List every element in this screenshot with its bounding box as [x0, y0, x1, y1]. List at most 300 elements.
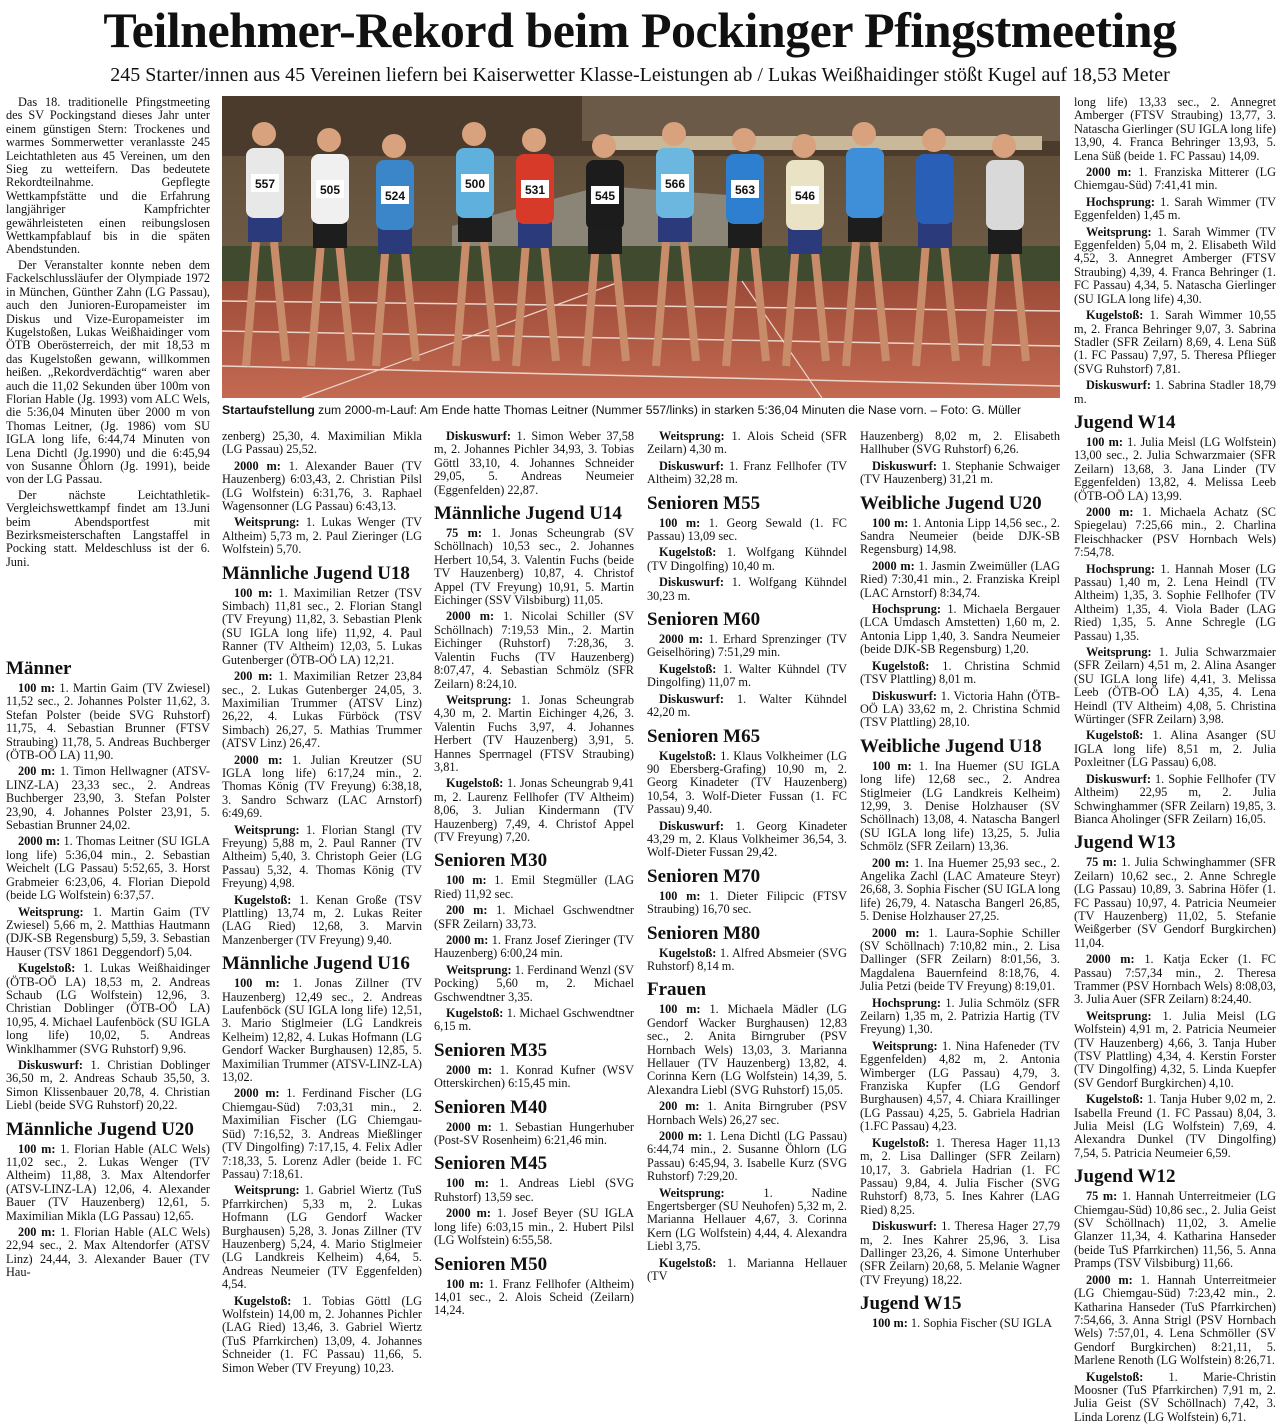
- result-text: 1. Anita Birngruber (PSV Hornbach Wels) 26,27 sec.: [647, 1099, 847, 1127]
- result-text: 1. Ina Huemer 25,93 sec., 2. Angelika Zachl (LAC Amateure Steyr) 26,68, 3. Sophia Fischer (SU IGLA long life) 26,79, 4. Natascha Bangerl 26,85, 5. Denise Holzhauser 27,25.: [860, 855, 1061, 924]
- result-continuation: Hauzenberg) 8,02 m, 2. Elisabeth Hallhuber (SVG Ruhstorf) 6,26.: [860, 429, 1060, 457]
- result-text: 1. Walter Kühndel 42,20 m.: [647, 691, 847, 720]
- result-text: 1. Marianna Hellauer (TV: [647, 1255, 847, 1284]
- runner-head: [317, 128, 341, 152]
- result-text: 1. Georg Sewald (1. FC Passau) 13,09 sec.: [647, 515, 847, 544]
- event-label: Weitsprung:: [234, 515, 300, 530]
- event-label: 200 m:: [446, 903, 488, 918]
- result-text: 1. Franz Fellhofer (TV Altheim) 32,28 m.: [647, 458, 847, 487]
- result-text: 1. Theresa Hager 11,13 m, 2. Lisa Dallinger (SFR Zeilarn) 10,17, 3. Gabriela Hadrian (1. FC Passau) 9,84, 4. Julia Fischer (SVG Ruhstorf) 8,73, 5. Ines Kahrer (LAG Ried) 8,25.: [860, 1135, 1060, 1217]
- result-text: 1. Josef Beyer (SU IGLA long life) 6:03,15 min., 2. Hubert Pilsl (LG Wolfstein) 6:55,58.: [434, 1206, 634, 1248]
- result-entry: [222, 1295, 422, 1375]
- runner-shirt: [846, 148, 884, 218]
- result-entry: [222, 516, 422, 556]
- result-entry: [6, 962, 210, 1056]
- result-text: 1. Lukas Weißhaidinger (ÖTB-OÖ LA) 18,53 m, 2. Andreas Schaub (LG Wolfstein) 12,96, 3. Christian Doblinger (ÖTB-OÖ LA) 10,95, 4. Michael Laufenböck (SU IGLA long life) 10,02, 5. Andreas Winklhammer (SVG Ruhstorf) 9,96.: [6, 961, 210, 1056]
- result-entry: [647, 820, 847, 860]
- result-text: 1. Jonas Scheungrab 4,30 m, 2. Martin Eichinger 4,26, 3. Valentin Fuchs 3,97, 4. Johannes Herbert (TV Hauzenberg) 3,91, 5. Hannes Sperrnagel (FTSV Straubing) 3,81.: [434, 692, 634, 774]
- event-label: 100 m:: [1086, 434, 1123, 449]
- category-heading: Senioren M50: [434, 1253, 548, 1275]
- result-entry: [647, 460, 847, 487]
- result-entry: [860, 927, 1060, 994]
- category-heading: Senioren M65: [647, 725, 761, 747]
- event-label: Kugelstoß:: [1086, 728, 1144, 743]
- event-label: Diskuswurf:: [659, 691, 724, 706]
- result-text: 1. Nina Hafeneder (TV Eggenfelden) 4,82 m, 2. Antonia Wimberger (LG Passau) 4,79, 3. Franziska Kupfer (LG Gendorf Burghausen) 4,57, 4. Chiara Kraillinger (LG Passau) 4,25, 5. Gabriela Hadrian (1.FC Passau) 4,23.: [860, 1038, 1060, 1134]
- event-label: Weitsprung:: [234, 1183, 300, 1198]
- event-label: 2000 m:: [446, 1062, 493, 1077]
- event-label: 75 m:: [1086, 1189, 1118, 1204]
- result-entry: [1074, 773, 1276, 827]
- event-label: Diskuswurf:: [1086, 771, 1151, 786]
- result-text: 1. Franz Josef Zieringer (TV Hauzenberg) 6:00,24 min.: [434, 933, 634, 961]
- result-entry: [6, 682, 210, 762]
- intro-column: [6, 96, 210, 646]
- category-heading: Senioren M70: [647, 865, 761, 887]
- result-text: 1. Victoria Hahn (ÖTB-OÖ LA) 33,62 m, 2. Christina Schmid (TSV Plattling) 28,10.: [860, 688, 1060, 730]
- result-text: 1. Julia Schwarzmaier (SFR Zeilarn) 4,51 m, 2. Alina Asanger (SU IGLA long life) 4,41, 3. Melissa Leeb (ÖTB-OÖ LA) 4,35, 4. Lena Heindl (TV Altheim) 4,08, 5. Christina Würtinger (SFR Zeilarn) 3,98.: [1074, 645, 1276, 727]
- event-label: 100 m:: [18, 1141, 56, 1156]
- result-entry: [222, 1087, 422, 1181]
- result-text: 1. Wolfgang Kühndel (TV Dingolfing) 10,40 m.: [647, 545, 847, 573]
- result-text: 1. Ferdinand Wenzl (SV Pocking) 5,60 m, 2. Michael Gschwendtner 3,35.: [434, 962, 634, 1004]
- result-entry: [1074, 856, 1276, 950]
- event-label: Kugelstoß:: [18, 961, 76, 976]
- bib-number: 546: [794, 189, 816, 203]
- result-text: 1. Andreas Liebl (SVG Ruhstorf) 13,59 sec.: [434, 1176, 634, 1204]
- result-entry: [860, 857, 1060, 924]
- result-text: 1. Hannah Unterreitmeier (LG Chiemgau-Süd) 10,86 sec., 2. Julia Geist (SV Schöllnach) 11,02, 3. Amelie Glanzer 11,34, 4. Katharina Hanseder (beide TuS Pfarrkirchen) 11,56, 5. Anna Pramps (TSV Vilsbiburg) 11,66.: [1074, 1189, 1276, 1271]
- result-text: 1. Julia Meisl (LG Wolfstein) 13,00 sec., 2. Julia Schwarzmaier (SFR Zeilarn) 13,68, 3. Jana Linder (TV Eggenfelden) 13,82, 4. Melissa Leeb (ÖTB-OÖ LA) 13,99.: [1074, 434, 1276, 503]
- result-entry: [860, 760, 1060, 854]
- event-label: Kugelstoß:: [1086, 1092, 1144, 1107]
- event-label: 200 m:: [234, 669, 273, 684]
- category-heading: Frauen: [647, 979, 707, 1001]
- result-entry: [647, 750, 847, 817]
- result-text: 1. Walter Kühndel (TV Dingolfing) 11,07 m.: [647, 661, 847, 690]
- result-entry: [647, 1003, 847, 1097]
- result-text: 1. Julia Schmölz (SFR Zeilarn) 1,35 m, 2. Patrizia Hartig (TV Freyung) 1,30.: [860, 995, 1060, 1037]
- result-text: 1. Christina Schmid (TSV Plattling) 8,01 m.: [860, 658, 1060, 687]
- result-entry: [222, 754, 422, 821]
- event-label: Hochsprung:: [1086, 561, 1156, 576]
- result-continuation: long life) 13,33 sec., 2. Annegret Amberger (FTSV Straubing) 13,77, 3. Natascha Gierlinger (SU IGLA long life) 13,90, 4. Franca Behringer 13,93, 5. Lena Süß (beide 1. FC Passau) 14,09.: [1074, 95, 1276, 163]
- result-entry: [6, 835, 210, 902]
- result-entry: [1074, 563, 1276, 643]
- result-text: 1. Sarah Wimmer (TV Eggenfelden) 5,04 m, 2. Elisabeth Wild 4,52, 3. Annegret Amberger (FTSV Straubing) 4,39, 4. Franca Behringer (1. FC Passau) 4,34, 5. Natascha Gierlinger (SU IGLA long life) 4,30.: [1074, 224, 1276, 306]
- category-heading: Senioren M80: [647, 922, 761, 944]
- result-text: 1. Alexander Bauer (TV Hauzenberg) 6:03,43, 2. Christian Pilsl (LG Wolfstein) 6:31,76, 3. Raphael Wagensonner (LG Passau) 6:43,13.: [222, 458, 422, 514]
- result-text: 1. Martin Gaim (TV Zwiesel) 11,52 sec., 2. Johannes Polster 11,62, 3. Stefan Polster (beide SVG Ruhstorf) 11,75, 4. Sebastian Brunner (FTSV Straubing) 11,78, 5. Andreas Buchberger (ÖTB-OÖ LA) 11,90.: [6, 681, 211, 763]
- result-entry: [434, 874, 634, 901]
- result-text: 1. Florian Hable (ALC Wels) 11,02 sec., 2. Lukas Wenger (TV Altheim) 11,88, 3. Max Altendorfer (ATSV-LINZ-LA) 12,06, 4. Alexander Bauer (TV Hauzenberg) 12,61, 5. Maximilian Mikla (LG Passau) 12,65.: [6, 1141, 210, 1223]
- category-heading: Jugend W13: [1074, 832, 1176, 854]
- result-text: 1. Martin Gaim (TV Zwiesel) 5,66 m, 2. Matthias Hautmann (DJK-SB Regensburg) 5,59, 3. Sebastian Hauser (TSV 1861 Deggendorf) 5,04.: [6, 904, 210, 959]
- result-entry: [860, 660, 1060, 687]
- result-text: 1. Michael Gschwendtner (SFR Zeilarn) 33,73.: [434, 903, 634, 931]
- race-start-photo: [222, 96, 1060, 398]
- runner-shorts: [588, 228, 622, 254]
- result-entry: [860, 560, 1060, 600]
- result-text: 1. Alina Asanger (SU IGLA long life) 8,51 m, 2. Julia Poxleitner (LG Passau) 6,08.: [1074, 728, 1276, 770]
- event-label: 100 m:: [872, 515, 909, 530]
- results-column-4: [647, 429, 848, 1284]
- result-entry: [647, 633, 847, 660]
- result-text: 1. Georg Kinadeter 43,29 m, 2. Klaus Volkheimer 36,54, 3. Wolf-Dieter Fussan 29,42.: [647, 818, 847, 860]
- result-entry: [222, 430, 422, 457]
- result-text: 1. Emil Stegmüller (LAG Ried) 11,92 sec.: [434, 873, 635, 901]
- result-entry: [434, 1177, 634, 1204]
- result-entry: [860, 1137, 1060, 1217]
- event-label: Diskuswurf:: [1086, 378, 1151, 393]
- event-label: Kugelstoß:: [659, 1255, 717, 1270]
- result-entry: [647, 546, 847, 573]
- runner-head: [922, 128, 946, 152]
- category-heading: Senioren M60: [647, 609, 761, 631]
- result-text: 1. Jasmin Zweimüller (LAG Ried) 7:30,41 min., 2. Franziska Kreipl (LAC Arnstorf) 8:34,74.: [860, 558, 1060, 600]
- result-entry: [434, 777, 634, 844]
- caption-text: zum 2000-m-Lauf: Am Ende hatte Thomas Leitner (Nummer 557/links) in starken 5:36,04 Minuten die Nase vorn. – Foto: G. Müller: [314, 403, 1022, 417]
- result-entry: [860, 603, 1060, 657]
- result-entry: [1074, 96, 1276, 163]
- event-label: Weitsprung:: [872, 1038, 938, 1053]
- bib-number: 566: [664, 177, 686, 191]
- runner-shorts: [658, 216, 692, 242]
- result-entry: [6, 765, 210, 832]
- result-text: 1. Simon Weber 37,58 m, 2. Johannes Pichler 34,93, 3. Tobias Göttl 33,10, 4. Johannes Schneider 29,05, 5. Andreas Neumeier (Eggenfelden) 22,87.: [434, 429, 634, 497]
- bib-number: 500: [464, 177, 486, 191]
- result-entry: [860, 517, 1060, 557]
- event-label: Weitsprung:: [1086, 645, 1152, 660]
- bib-number: 505: [319, 183, 341, 197]
- event-label: 100 m:: [446, 1276, 484, 1291]
- result-entry: [647, 430, 847, 457]
- result-entry: [1074, 953, 1276, 1007]
- event-label: 75 m:: [1086, 855, 1117, 870]
- event-label: 100 m:: [234, 976, 280, 991]
- event-label: Kugelstoß:: [659, 661, 717, 676]
- headline: Teilnehmer-Rekord beim Pockinger Pfingstmeeting: [103, 2, 1177, 58]
- result-entry: [1074, 1010, 1276, 1090]
- event-label: Weitsprung:: [234, 822, 300, 837]
- result-text: 1. Christian Doblinger 36,50 m, 2. Andreas Schaub 35,50, 3. Simon Klissenbauer 20,78, 4. Christian Liebl (beide SVG Ruhstorf) 20,22.: [6, 1057, 210, 1113]
- runner-head: [852, 122, 876, 146]
- event-label: 200 m:: [872, 855, 910, 870]
- result-text: 1. Klaus Volkheimer (LG 90 Ebersberg-Grafing) 10,90 m, 2. Georg Kinadeter (TV Hauzenberg) 10,54, 3. Wolf-Dieter Fussan (1. FC Passau) 9,40.: [647, 748, 847, 817]
- result-entry: [860, 430, 1060, 457]
- bib-number: 563: [734, 183, 756, 197]
- result-text: 1. Dieter Filipcic (FTSV Straubing) 16,70 sec.: [647, 888, 848, 917]
- event-label: Kugelstoß:: [659, 748, 717, 763]
- result-text: 1. Sarah Wimmer (TV Eggenfelden) 1,45 m.: [1074, 194, 1276, 223]
- result-entry: [434, 1121, 634, 1148]
- result-text: 1. Hannah Unterreitmeier (LG Chiemgau-Süd) 7:23,42 min., 2. Katharina Hanseder (TuS Pfarrkirchen) 7:54,66, 3. Anna Strigl (PSV Hornbach Wels) 7:57,01, 4. Lena Schmöller (SV Gendorf Burgkirchen) 8:21,11, 5. Marlene Renoth (LG Wolfstein) 8:26,71.: [1074, 1272, 1276, 1368]
- result-text: 1. Lena Dichtl (LG Passau) 6:44,74 min., 2. Susanne Öhlorn (LG Passau) 6:45,94, 3. Isabelle Kurz (SVG Ruhstorf) 7:29,20.: [647, 1129, 847, 1184]
- event-label: 2000 m:: [1086, 165, 1132, 180]
- event-label: Weitsprung:: [659, 1185, 725, 1200]
- result-text: 1. Maximilian Retzer 23,84 sec., 2. Lukas Gutenberger 24,05, 3. Maximilian Trummer (ATSV Linz) 26,22, 4. Lukas Fürböck (TSV Simbach) 26,27, 5. Mathias Trummer (ATSV Linz) 26,47.: [222, 669, 423, 751]
- result-entry: [222, 1184, 422, 1291]
- result-text: 1. Jonas Scheungrab (SV Schöllnach) 10,53 sec., 2. Johannes Herbert 10,54, 3. Valentin Fuchs (beide TV Hauzenberg) 10,87, 4. Christof Appel (TV Freyung) 10,91, 5. Martin Eichinger (SSV Vilsbiburg) 11,05.: [434, 526, 634, 608]
- result-text: 1. Sebastian Hungerhuber (Post-SV Rosenheim) 6:21,46 min.: [434, 1119, 634, 1148]
- result-text: 1. Sarah Wimmer 10,55 m, 2. Franca Behringer 9,07, 3. Sabrina Stadler (SFR Zeilarn) 8,69, 4. Lena Süß (1. FC Passau) 7,97, 5. Theresa Pflieger (SVG Ruhstorf) 7,81.: [1074, 308, 1276, 376]
- intro-paragraph: Das 18. traditionelle Pfingstmeeting des SV Pockingstand dieses Jahr unter einem günstigen Stern: Trockenes und warmes Sommerwetter veranlasste 245 Leichtathleten aus 45 Vereinen, um den Sieg zu wetteifern. Das bedeutete Rekordteilnahme. Gepflegte Wettkampfstätte und die Erfahrung langjähriger Kampfrichter gewährleisteten einen reibungslosen Wettkampfablauf bis in die späten Abendstunden.: [6, 95, 210, 257]
- result-entry: [1074, 1371, 1276, 1424]
- result-text: 1. Marie-Christin Moosner (TuS Pfarrkirchen) 7,91 m, 2. Julia Geist (SV Schöllnach) 7,42, 3. Linda Lorenz (LG Wolfstein) 6,71.: [1074, 1369, 1276, 1424]
- result-text: 1. Stephanie Schwaiger (TV Hauzenberg) 31,21 m.: [860, 458, 1060, 487]
- result-entry: [647, 517, 847, 544]
- event-label: 100 m:: [234, 585, 273, 600]
- event-label: 2000 m:: [446, 933, 489, 947]
- result-text: 1. Michael Gschwendtner 6,15 m.: [434, 1006, 634, 1034]
- event-label: 75 m:: [446, 526, 483, 541]
- result-entry: [647, 693, 847, 720]
- result-entry: [434, 1207, 634, 1247]
- result-entry: [647, 663, 847, 690]
- event-label: 100 m:: [18, 681, 56, 695]
- result-text: 1. Jonas Zillner (TV Hauzenberg) 12,49 sec., 2. Andreas Laufenböck (SU IGLA long life) 12,51, 3. Mario Stiglmeier (LG Landkreis Kelheim) 12,82, 4. Lukas Hofmann (LG Gendorf Wacker Burghausen) 12,85, 5. Maximilian Trummer (ATSV-LINZ-LA) 13,02.: [222, 976, 423, 1085]
- result-text: 1. Wolfgang Kühndel 30,23 m.: [647, 575, 847, 603]
- event-label: Weitsprung:: [446, 962, 512, 977]
- result-text: 1. Jonas Scheungrab 9,41 m, 2. Laurenz Fellhofer (TV Altheim) 8,06, 3. Julian Kindermann (TV Hauzenberg) 7,49, 4. Christof Appel (TV Freyung) 7,20.: [434, 776, 634, 844]
- runner-head: [382, 134, 406, 158]
- event-label: 100 m:: [872, 1316, 908, 1331]
- event-label: Kugelstoß:: [234, 1293, 292, 1308]
- result-entry: [1074, 196, 1276, 223]
- result-entry: [222, 824, 422, 891]
- result-text: 1. Kenan Große (TSV Plattling) 13,74 m, 2. Lukas Reiter (LAG Ried) 12,68, 3. Marvin Manzenberger (TV Freyung) 9,40.: [222, 892, 422, 947]
- event-label: Weitsprung:: [18, 904, 84, 919]
- result-text: 1. Julian Kreutzer (SU IGLA long life) 6:17,24 min., 2. Thomas König (TV Freyung) 6:38,18, 3. Sandro Schwarz (LAC Arnstorf) 6:49,69.: [222, 752, 422, 821]
- result-text: 1. Hannah Moser (LG Passau) 1,40 m, 2. Lena Heindl (TV Altheim) 1,35, 3. Sophie Fellhofer (TV Altheim) 1,35, 4. Viola Bader (LAG Ried) 1,35, 5. Anne Schregle (LG Passau) 1,35.: [1074, 561, 1276, 643]
- event-label: Diskuswurf:: [659, 818, 724, 833]
- result-text: 1. Gabriel Wiertz (TuS Pfarrkirchen) 5,33 m, 2. Lukas Hofmann (LG Gendorf Wacker Burghausen) 5,28, 3. Jonas Zillner (TV Hauzenberg) 5,24, 4. Mario Stiglmeier (LG Landkreis Kelheim) 4,64, 5. Andreas Neumeier (TV Eggenfelden) 4,54.: [222, 1183, 422, 1292]
- result-text: 1. Sabrina Stadler 18,79 m.: [1074, 378, 1276, 406]
- result-entry: [1074, 226, 1276, 306]
- results-column-1: [6, 652, 211, 1280]
- result-text: 1. Florian Hable (ALC Wels) 22,94 sec., 2. Max Altendorfer (ATSV Linz) 24,44, 3. Alexander Bauer (TV Hau-: [6, 1225, 210, 1280]
- event-label: 100 m:: [872, 758, 912, 773]
- category-heading: Senioren M55: [647, 492, 761, 514]
- intro-paragraph: Der nächste Leichtathletik-Vergleichswettkampf findet am 13.Juni beim Abendsportfest mit Bezirksmeisterschaften Langstaffel in Pocking statt. Meldeschluss ist der 6. Juni.: [6, 487, 210, 569]
- runner-head: [732, 128, 756, 152]
- event-label: 100 m:: [659, 888, 701, 903]
- event-label: 100 m:: [446, 1176, 489, 1191]
- result-text: 1. Franz Fellhofer (Altheim) 14,01 sec., 2. Alois Scheid (Zeilarn) 14,24.: [434, 1276, 634, 1318]
- event-label: 2000 m:: [234, 752, 283, 767]
- result-entry: [434, 1278, 634, 1318]
- runner-shorts: [313, 222, 347, 248]
- event-label: Weitsprung:: [446, 692, 512, 707]
- category-heading: Senioren M40: [434, 1096, 548, 1118]
- result-entry: [647, 1187, 847, 1254]
- event-label: 2000 m:: [446, 1119, 492, 1134]
- result-text: 1. Laura-Sophie Schiller (SV Schöllnach) 7:10,82 min., 2. Lisa Dallinger (SFR Zeilarn) 8:01,56, 3. Magdalena Bauernfeind 8:18,76, 4. Julia Petzi (beide TV Freyung) 8:19,01.: [860, 925, 1060, 994]
- category-heading: Männliche Jugend U14: [434, 503, 622, 525]
- result-text: 1. Ina Huemer (SU IGLA long life) 12,68 sec., 2. Andrea Stiglmeier (LG Landkreis Kelheim) 12,99, 3. Denise Holzhauser (SV Schöllnach) 13,08, 4. Natascha Bangerl (SU IGLA long life) 13,25, 5. Julia Schmölz (SFR Zeilarn) 13,36.: [860, 758, 1060, 854]
- event-label: 2000 m:: [1086, 504, 1134, 519]
- runner-shorts: [788, 228, 822, 254]
- result-text: 1. Maximilian Retzer (TSV Simbach) 11,81 sec., 2. Florian Stangl (TV Freyung) 11,82, 3. Sebastian Plenk (SU IGLA long life) 11,92, 4. Paul Ranner (TV Altheim) 12,03, 5. Lukas Gutenberger (ÖTB-OÖ LA) 12,21.: [222, 585, 422, 667]
- runner-shorts: [378, 228, 412, 254]
- runner-shorts: [518, 222, 552, 248]
- result-text: 1. Franziska Mitterer (LG Chiemgau-Süd) 7:41,41 min.: [1074, 165, 1276, 193]
- result-entry: [434, 934, 634, 961]
- result-entry: [647, 1100, 847, 1127]
- event-label: 2000 m:: [659, 632, 704, 647]
- event-label: 2000 m:: [18, 834, 61, 849]
- result-text: 1. Julia Schwinghammer (SFR Zeilarn) 10,62 sec., 2. Anne Schregle (LG Passau) 10,89, 3. Sabrina Höfer (1. FC Passau) 10,97, 4. Patricia Neumeier (TV Hauzenberg) 11,02, 5. Stefanie Weißgerber (SV Gendorf Burgkirchen) 11,04.: [1074, 855, 1276, 950]
- event-label: Kugelstoß:: [659, 945, 717, 960]
- result-entry: [222, 670, 422, 750]
- result-text: 1. Antonia Lipp 14,56 sec., 2. Sandra Neumeier (beide DJK-SB Regensburg) 14,98.: [860, 515, 1060, 557]
- event-label: 2000 m:: [234, 1086, 280, 1101]
- event-label: 2000 m:: [234, 458, 281, 473]
- result-entry: [6, 906, 210, 960]
- event-label: Diskuswurf:: [872, 688, 937, 703]
- category-heading: Senioren M45: [434, 1153, 548, 1175]
- event-label: 2000 m:: [446, 609, 495, 624]
- bib-number: 531: [524, 183, 546, 197]
- result-entry: [1074, 379, 1276, 406]
- event-label: Kugelstoß:: [872, 1135, 930, 1150]
- result-text: 1. Julia Meisl (LG Wolfstein) 4,91 m, 2. Patricia Neumeier (TV Hauzenberg) 4,66, 3. Tanja Huber (TSV Plattling) 4,34, 4. Kerstin Forster (TV Dingolfing) 4,32, 5. Linda Kuepfer (SV Gendorf Burgkirchen) 4,10.: [1074, 1008, 1276, 1090]
- event-label: 200 m:: [18, 764, 56, 779]
- event-label: Kugelstoß:: [234, 892, 292, 907]
- result-entry: [1074, 729, 1276, 769]
- result-text: 1. Sophia Fischer (SU IGLA: [907, 1316, 1052, 1331]
- result-text: 1. Sophie Fellhofer (TV Altheim) 22,95 m, 2. Julia Schwinghammer (SFR Zeilarn) 19,85, 3. Bianca Aholinger (SFR Zeilarn) 16,05.: [1074, 771, 1276, 826]
- result-entry: [1074, 309, 1276, 376]
- category-heading: Jugend W15: [860, 1293, 962, 1315]
- result-text: 1. Michaela Bergauer (LCA Umdasch Amstetten) 1,60 m, 2. Antonia Lipp 1,40, 3. Sandra Neumeier (beide DJK-SB Regensburg) 1,20.: [860, 602, 1060, 657]
- runner-shorts: [988, 228, 1022, 254]
- runner-head: [592, 134, 616, 158]
- result-entry: [1074, 436, 1276, 503]
- result-continuation: zenberg) 25,30, 4. Maximilian Mikla (LG Passau) 25,52.: [222, 429, 422, 457]
- results-column-2: [222, 429, 423, 1375]
- result-entry: [434, 1064, 634, 1091]
- category-heading: Männer: [6, 658, 72, 679]
- result-text: 1. Ferdinand Fischer (LG Chiemgau-Süd) 7:03,31 min., 2. Maximilian Fischer (LG Chiemgau-Süd) 7:16,52, 3. Andreas Mießlinger (TV Dingolfing) 7:17,15, 4. Felix Adler 7:18,33, 5. Lorenz Adler (beide 1. FC Passau) 7:18,61.: [222, 1086, 422, 1181]
- runner-shirt: [916, 154, 954, 224]
- result-entry: [222, 977, 422, 1084]
- bib-number: 524: [384, 189, 406, 203]
- result-entry: [434, 1007, 634, 1034]
- event-label: Kugelstoß:: [659, 545, 717, 560]
- photo-caption: [222, 403, 1060, 418]
- result-entry: [222, 587, 422, 667]
- result-text: 1. Nadine Engertsberger (SU Neuhofen) 5,32 m, 2. Marianna Hellauer 4,67, 3. Corinna Kern (LG Wolfstein) 4,44, 4. Alexandra Liebl 3,75.: [647, 1185, 847, 1254]
- result-entry: [860, 690, 1060, 730]
- runner-shorts: [458, 216, 492, 242]
- event-label: Kugelstoß:: [446, 776, 504, 791]
- event-label: Hochsprung:: [872, 995, 942, 1010]
- event-label: Weitsprung:: [659, 429, 725, 443]
- result-text: 1. Erhard Sprenzinger (TV Geiselhöring) 7:51,29 min.: [647, 632, 847, 660]
- runner-head: [992, 134, 1016, 158]
- result-entry: [647, 1130, 847, 1184]
- result-text: 1. Timon Hellwagner (ATSV-LINZ-LA) 23,33 sec., 2. Andreas Buchberger 23,90, 3. Stefan Polster 23,90, 4. Johannes Polster 23,91, 5. Sebastian Brunner 24,02.: [6, 764, 211, 833]
- runner-head: [462, 122, 486, 146]
- result-entry: [860, 1040, 1060, 1134]
- intro-paragraph: Der Veranstalter konnte neben dem Fackelschlussläufer der Olympiade 1972 in München, Günther Zahn (LG Passau), auch den Junioren-Europameister im Diskus und Vize-Europameister im Kugelstoßen, Lukas Weißhaidinger vom ÖTB Oberösterreich, der mit 18,53 m das Kugelstoßen gewann, willkommen heißen. „Rekordverdächtig“ waren aber auch die 11,02 Sekunden über 100m von Florian Hable (Jg. 1993) vom ALC Wels, die 5:36,04 Minuten über 2000 m von Thomas Leitner, (Jg. 1986) vom SU IGLA long life, 6:44,74 Minuten von Lena Dichtl (Jg.1990) und die 6:45,94 von Susanne Öhlorn (Jg. 1991), beide von der LG Passau.: [6, 257, 210, 487]
- event-label: Kugelstoß:: [872, 658, 930, 673]
- result-entry: [860, 997, 1060, 1037]
- result-text: 1. Alfred Absmeier (SVG Ruhstorf) 8,14 m.: [647, 945, 847, 973]
- result-entry: [1074, 1274, 1276, 1368]
- category-heading: Weibliche Jugend U18: [860, 735, 1042, 757]
- event-label: Diskuswurf:: [872, 458, 937, 473]
- result-entry: [434, 527, 634, 607]
- event-label: 2000 m:: [446, 1206, 491, 1221]
- result-text: 1. Konrad Kufner (WSV Otterskirchen) 6:15,45 min.: [434, 1062, 634, 1091]
- result-text: 1. Nicolai Schiller (SV Schöllnach) 7:19,53 Min., 2. Martin Eichinger (Ruhstorf) 7:28,36, 3. Valentin Fuchs (TV Hauzenberg) 8:07,47, 4. Sebastian Schmölz (SFR Zeilarn) 8:24,10.: [434, 609, 635, 691]
- result-entry: [6, 1226, 210, 1280]
- result-entry: [1074, 1190, 1276, 1270]
- result-entry: [434, 904, 634, 931]
- runner-shirt: [986, 160, 1024, 230]
- result-entry: [1074, 166, 1276, 193]
- event-label: Diskuswurf:: [446, 429, 511, 443]
- subheadline: 245 Starter/innen aus 45 Vereinen liefern bei Kaiserwetter Klasse-Leistungen ab / Lukas Weißhaidinger stößt Kugel auf 18,53 Meter: [110, 64, 1170, 86]
- runner-head: [792, 134, 816, 158]
- result-text: 1. Lukas Wenger (TV Altheim) 5,73 m, 2. Paul Zieringer (LG Wolfstein) 5,70.: [222, 515, 422, 557]
- bib-number: 557: [254, 177, 276, 191]
- category-heading: Männliche Jugend U20: [6, 1118, 194, 1140]
- result-text: 1. Katja Ecker (1. FC Passau) 7:57,34 min., 2. Theresa Trammer (PSV Hornbach Wels) 8:08,03, 3. Julia Auer (SFR Zeilarn) 8:24,40.: [1074, 952, 1276, 1007]
- result-entry: [647, 890, 847, 917]
- category-heading: Jugend W14: [1074, 411, 1176, 433]
- photo-illustration: [222, 96, 1060, 398]
- result-text: 1. Thomas Leitner (SU IGLA long life) 5:36,04 min., 2. Sebastian Weichelt (LG Passau) 5:52,65, 3. Horst Grabmeier 6:23,06, 4. Florian Diepold (beide LG Wolfstein) 6:37,57.: [6, 834, 210, 903]
- result-entry: [434, 430, 634, 497]
- result-entry: [434, 694, 634, 774]
- results-column-5: [860, 429, 1061, 1331]
- bib-number: 545: [594, 189, 616, 203]
- event-label: Kugelstoß:: [446, 1006, 504, 1021]
- event-label: Diskuswurf:: [18, 1057, 83, 1072]
- event-label: Kugelstoß:: [1086, 1369, 1144, 1384]
- result-text: 1. Florian Stangl (TV Freyung) 5,88 m, 2. Paul Ranner (TV Altheim) 5,40, 3. Christoph Geier (LG Passau) 5,32, 4. Thomas König (TV Freyung) 4,98.: [222, 822, 422, 891]
- category-heading: Senioren M30: [434, 850, 548, 872]
- event-label: 2000 m:: [659, 1129, 703, 1144]
- category-heading: Männliche Jugend U16: [222, 953, 410, 975]
- result-entry: [860, 1220, 1060, 1287]
- result-entry: [222, 894, 422, 948]
- event-label: 2000 m:: [872, 925, 920, 940]
- runner-shorts: [728, 222, 762, 248]
- result-text: 1. Michaela Achatz (SC Spiegelau) 7:25,66 min., 2. Charlina Fleischhacker (PSV Hornbach Wels) 7:54,78.: [1074, 504, 1276, 560]
- result-entry: [6, 1143, 210, 1223]
- event-label: Weitsprung:: [1086, 1008, 1152, 1023]
- event-label: Diskuswurf:: [872, 1219, 937, 1234]
- runner-shorts: [848, 216, 882, 242]
- result-entry: [434, 610, 634, 690]
- result-entry: [860, 460, 1060, 487]
- event-label: 2000 m:: [872, 558, 915, 573]
- event-label: 2000 m:: [1086, 952, 1135, 967]
- result-text: 1. Theresa Hager 27,79 m, 2. Ines Kahrer 25,96, 3. Lisa Dallinger 23,26, 4. Simone Unterhuber (SFR Zeilarn) 20,68, 5. Melanie Wagner (TV Freyung) 18,22.: [860, 1219, 1060, 1287]
- runner-shorts: [248, 216, 282, 242]
- result-entry: [647, 576, 847, 603]
- event-label: Hochsprung:: [1086, 194, 1156, 209]
- event-label: 200 m:: [659, 1099, 700, 1114]
- category-heading: Weibliche Jugend U20: [860, 492, 1042, 514]
- event-label: Kugelstoß:: [1086, 308, 1144, 323]
- result-text: 1. Alois Scheid (SFR Zeilarn) 4,30 m.: [647, 429, 847, 457]
- event-label: 2000 m:: [1086, 1272, 1133, 1287]
